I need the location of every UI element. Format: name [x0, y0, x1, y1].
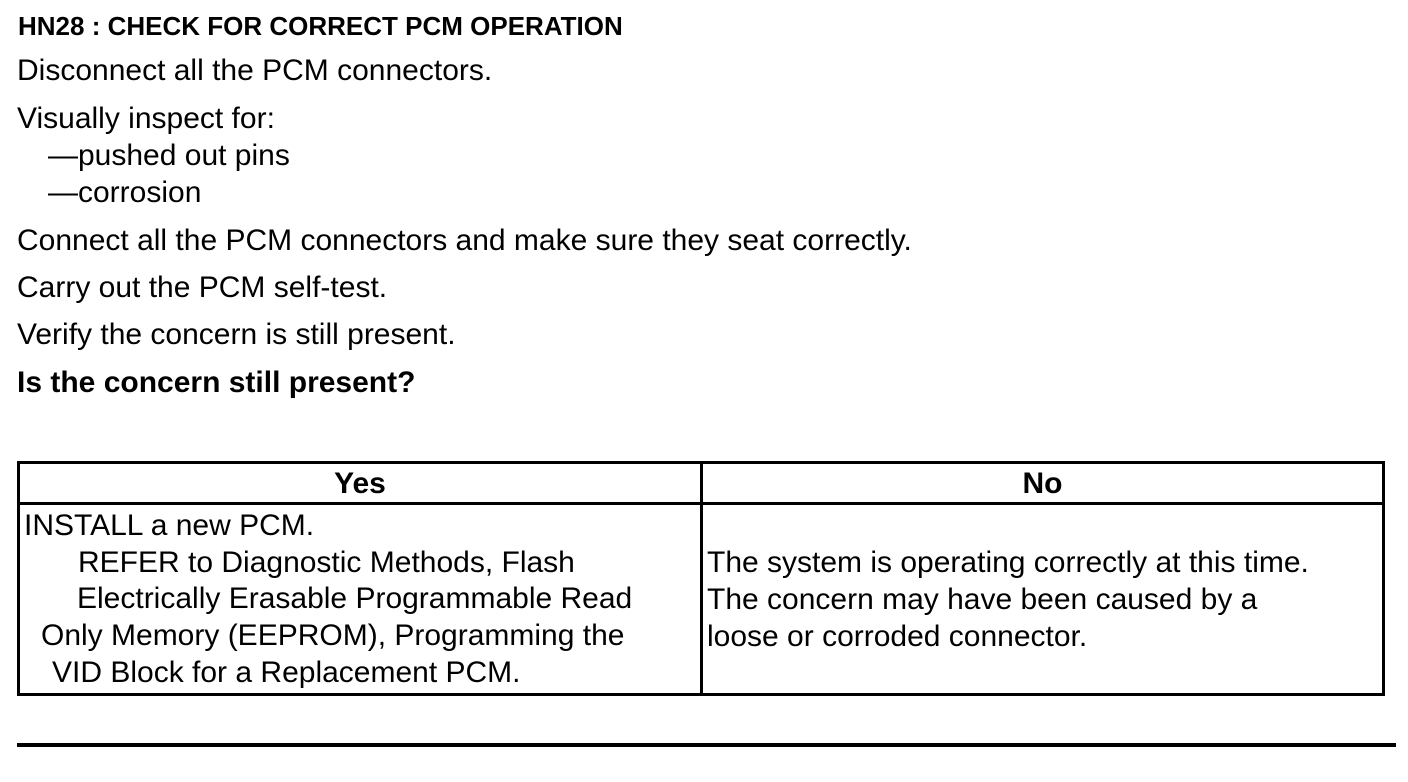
inspect-item-corrosion: —corrosion	[48, 176, 202, 209]
bottom-divider	[17, 743, 1396, 747]
no-result-line: The concern may have been caused by a	[707, 583, 1258, 616]
instruction-disconnect: Disconnect all the PCM connectors.	[17, 54, 493, 87]
result-table	[17, 461, 1385, 696]
question: Is the concern still present?	[17, 366, 416, 399]
yes-reference-line: REFER to Diagnostic Methods, Flash	[78, 546, 575, 579]
yes-cell	[20, 505, 703, 693]
no-header: No	[703, 464, 1382, 505]
instruction-connect: Connect all the PCM connectors and make sure they seat correctly.	[17, 224, 912, 257]
no-result-line: loose or corroded connector.	[707, 620, 1088, 653]
no-cell	[703, 505, 1382, 693]
instruction-self-test: Carry out the PCM self-test.	[17, 271, 388, 304]
no-result-line: The system is operating correctly at this time.	[707, 546, 1309, 579]
yes-reference-line: Only Memory (EEPROM), Programming the	[41, 619, 625, 652]
inspect-item-pins: —pushed out pins	[48, 139, 290, 172]
yes-action-line: INSTALL a new PCM.	[24, 509, 315, 542]
instruction-inspect-intro: Visually inspect for:	[17, 102, 275, 135]
instruction-verify: Verify the concern is still present.	[17, 318, 456, 351]
yes-reference-line: Electrically Erasable Programmable Read	[77, 582, 633, 615]
yes-header: Yes	[20, 464, 703, 505]
yes-reference-line: VID Block for a Replacement PCM.	[52, 656, 521, 689]
step-title: HN28 : CHECK FOR CORRECT PCM OPERATION	[18, 11, 623, 41]
